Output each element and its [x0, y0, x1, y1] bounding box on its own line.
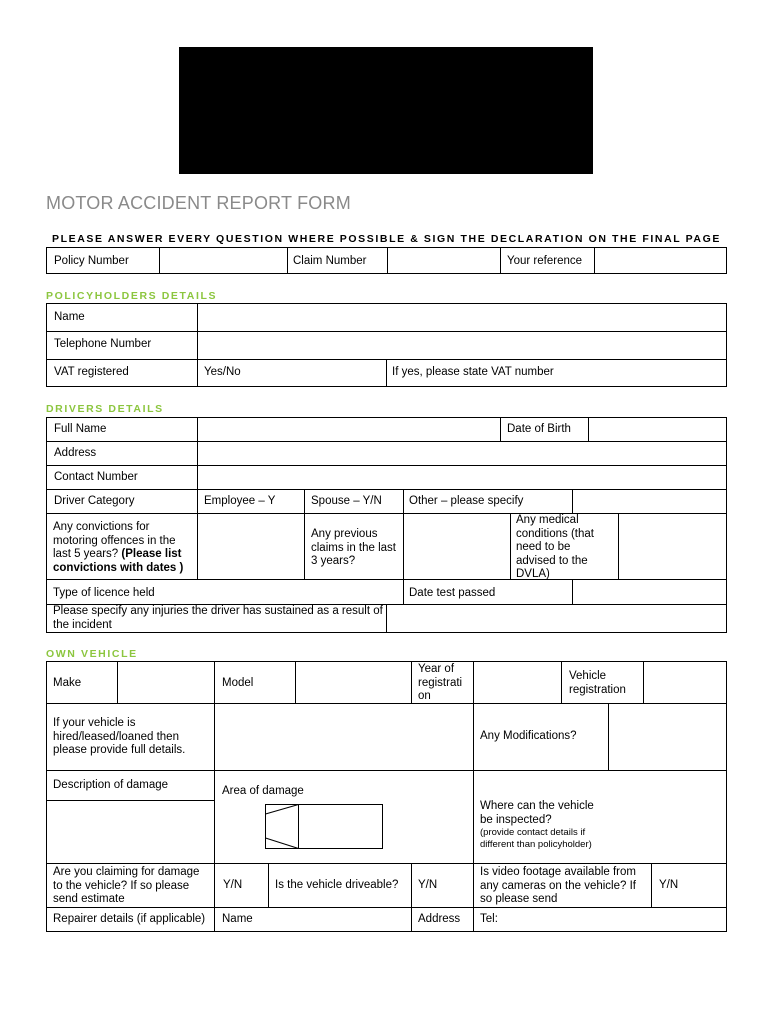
- policy-number-field[interactable]: [162, 249, 286, 272]
- date-test-passed-field[interactable]: [575, 581, 724, 603]
- injuries-label: Please specify any injuries the driver has sustained as a result of the incident: [53, 605, 383, 631]
- claim-number-field[interactable]: [390, 249, 498, 272]
- vat-yes-no[interactable]: Yes/No: [204, 366, 241, 378]
- full-name-field[interactable]: [200, 419, 498, 440]
- modifications-label: Any Modifications?: [480, 730, 577, 742]
- instruction-text: PLEASE ANSWER EVERY QUESTION WHERE POSSIBLE & SIGN THE DECLARATION ON THE FINAL PAGE: [52, 233, 721, 245]
- vehicle-outline-diagram[interactable]: [265, 804, 385, 850]
- vat-number-label[interactable]: If yes, please state VAT number: [392, 366, 554, 378]
- driveable-yn[interactable]: Y/N: [418, 879, 438, 891]
- hired-vehicle-label: If your vehicle is hired/leased/loaned then please provide full details.: [53, 717, 186, 756]
- previous-claims-label: Any previous claims in the last 3 years?: [311, 528, 397, 567]
- policyholder-name-field[interactable]: [200, 305, 724, 329]
- repairer-tel-label[interactable]: Tel:: [480, 913, 498, 925]
- repairer-address-label[interactable]: Address: [418, 913, 461, 925]
- other-specify-field[interactable]: [575, 491, 724, 512]
- make-label: Make: [53, 677, 82, 689]
- injuries-field[interactable]: [389, 606, 724, 631]
- inspection-location-field[interactable]: [611, 773, 724, 861]
- inspection-location-label: Where can the vehicle be inspected? (provide contact details if different than policyholder): [480, 800, 594, 850]
- video-footage-yn[interactable]: Y/N: [659, 879, 679, 891]
- drivers-heading: DRIVERS DETAILS: [46, 403, 164, 415]
- date-of-birth-field[interactable]: [591, 419, 724, 440]
- medical-conditions-label: Any medical conditions (that need to be advised to the DVLA): [516, 514, 594, 580]
- policy-number-label: Policy Number: [54, 255, 129, 267]
- other-option-label: Other – please specify: [409, 495, 524, 507]
- contact-number-field[interactable]: [200, 467, 724, 488]
- employee-option[interactable]: Employee – Y: [204, 495, 276, 507]
- model-field[interactable]: [298, 663, 409, 701]
- address-label: Address: [54, 447, 97, 459]
- your-reference-label: Your reference: [507, 255, 583, 267]
- form-title: MOTOR ACCIDENT REPORT FORM: [46, 193, 351, 213]
- convictions-field[interactable]: [200, 515, 302, 578]
- driveable-label: Is the vehicle driveable?: [275, 879, 399, 891]
- date-test-passed-label: Date test passed: [409, 587, 496, 599]
- year-of-registration-label: Year of registrati on: [418, 663, 463, 702]
- own-vehicle-heading: OWN VEHICLE: [46, 648, 138, 660]
- modifications-field[interactable]: [611, 705, 724, 768]
- repairer-details-label: Repairer details (if applicable): [53, 913, 206, 925]
- vehicle-registration-label: Vehicle registration: [569, 670, 626, 696]
- contact-number-label: Contact Number: [54, 471, 138, 483]
- date-of-birth-label: Date of Birth: [507, 423, 571, 435]
- claiming-damage-yn[interactable]: Y/N: [223, 879, 243, 891]
- vat-registered-label: VAT registered: [54, 366, 129, 378]
- year-of-registration-field[interactable]: [476, 663, 559, 701]
- medical-conditions-field[interactable]: [621, 515, 724, 578]
- telephone-label: Telephone Number: [54, 338, 152, 350]
- model-label: Model: [222, 677, 254, 689]
- full-name-label: Full Name: [54, 423, 107, 435]
- area-of-damage-label: Area of damage: [222, 785, 304, 797]
- make-field[interactable]: [120, 663, 212, 701]
- damage-description-field[interactable]: [49, 803, 212, 861]
- policyholder-name-label: Name: [54, 311, 85, 323]
- company-logo: [179, 47, 593, 174]
- claim-number-label: Claim Number: [293, 255, 367, 267]
- damage-description-label: Description of damage: [53, 779, 169, 791]
- your-reference-field[interactable]: [597, 249, 725, 272]
- driver-category-label: Driver Category: [54, 495, 135, 507]
- spouse-option[interactable]: Spouse – Y/N: [311, 495, 382, 507]
- telephone-field[interactable]: [200, 333, 724, 357]
- licence-type-label: Type of licence held: [53, 587, 155, 599]
- convictions-label: Any convictions for motoring offences in the last 5 years? (Please list convictions with dates ): [53, 521, 184, 574]
- hired-vehicle-field[interactable]: [217, 705, 471, 768]
- vehicle-registration-field[interactable]: [646, 663, 724, 701]
- video-footage-label: Is video footage available from any cameras on the vehicle? If so please send: [480, 866, 636, 905]
- previous-claims-field[interactable]: [406, 515, 508, 578]
- repairer-name-label[interactable]: Name: [222, 913, 253, 925]
- address-field[interactable]: [200, 443, 724, 464]
- policyholders-heading: POLICYHOLDERS DETAILS: [46, 290, 218, 302]
- claiming-damage-label: Are you claiming for damage to the vehicle? If so please send estimate: [53, 866, 200, 905]
